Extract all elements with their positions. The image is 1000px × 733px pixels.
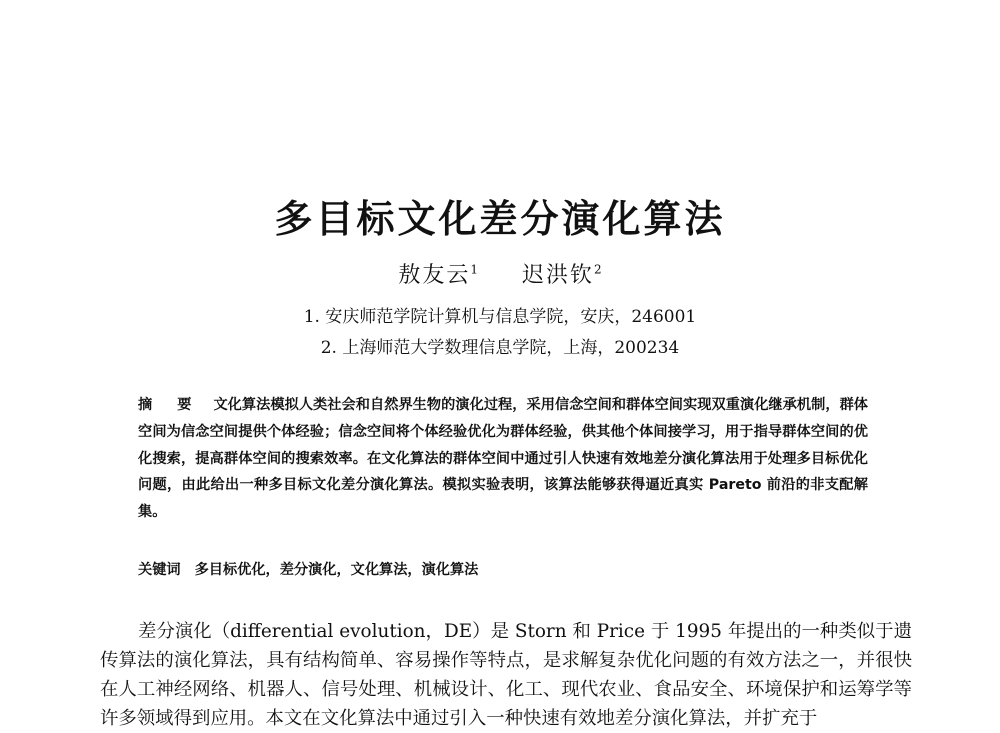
author-name: 迟洪钦 — [522, 263, 595, 288]
abstract-label: 摘 要 — [138, 397, 202, 413]
abstract — [138, 392, 868, 526]
author-affiliation-mark: 1 — [470, 262, 478, 277]
affiliation-2: 2. 上海师范大学数理信息学院，上海，200234 — [320, 338, 680, 358]
intro-paragraph — [100, 617, 912, 733]
author-name: 敖友云 — [398, 263, 471, 288]
keywords-label: 关键词 — [138, 562, 181, 578]
author-line — [0, 258, 1000, 289]
author-affiliation-mark: 2 — [594, 262, 602, 277]
affiliation-1: 1. 安庆师范学院计算机与信息学院，安庆，246001 — [303, 307, 697, 327]
keywords — [138, 559, 868, 579]
abstract-text: 文化算法模拟人类社会和自然界生物的演化过程，采用信念空间和群体空间实现双重演化继承机制，群体空间为信念空间提供个体经验；信念空间将个体经验优化为群体经验，供其他个体间接学习，用于指导群体空间的优化搜索，提高群体空间的搜索效率。在文化算法的群体空间中通过引人快速有效地差分演化算法用于处理多目标优化问题，由此给出一种多目标文化差分演化算法。模拟实验表明，该算法能够获得逼近真实 Pareto 前沿的非支配解集。 — [138, 397, 868, 521]
paper-title: 多目标文化差分演化算法 — [274, 197, 726, 241]
keywords-text: 多目标优化，差分演化，文化算法，演化算法 — [194, 562, 479, 578]
intro-text: 差分演化（differential evolution，DE）是 Storn 和 Price 于 1995 年提出的一种类似于遗传算法的演化算法，具有结构简单、容易操作等特点，是求解复杂优化问题的有效方法之一，并很快在人工神经网络、机器人、信号处理、机械设计、化工、现代农业、食品安全、环境保护和运筹学等许多领域得到应用。本文在文化算法中通过引入一种快速有效地差分演化算法，并扩充于 — [100, 621, 912, 729]
